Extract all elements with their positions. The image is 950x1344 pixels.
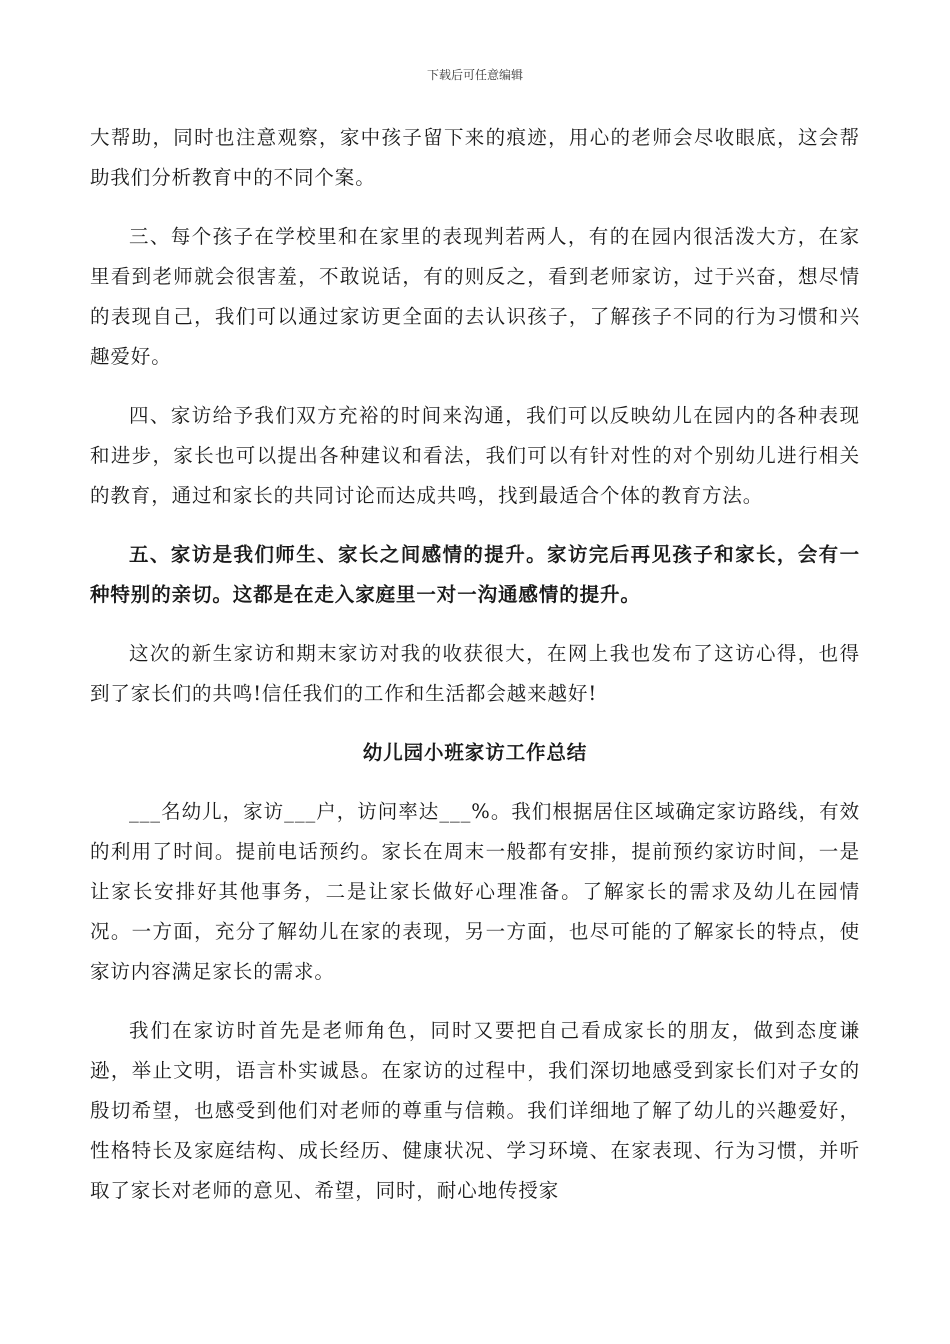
section-title: 幼儿园小班家访工作总结 [362,741,588,764]
paragraph-summary-body: 我们在家访时首先是老师角色，同时又要把自己看成家长的朋友，做到态度谦逊，举止文明，语言朴实诚恳。在家访的过程中，我们深切地感受到家长们对子女的殷切希望，也感受到他们对老师的尊重与信赖。我们详细地了解了幼儿的兴趣爱好，性格特长及家庭结构、成长经历、健康状况、学习环境、在家表现、行为习惯，并听取了家长对老师的意见、希望，同时，耐心地传授家 [90,1019,860,1202]
paragraph-point-four: 四、家访给予我们双方充裕的时间来沟通，我们可以反映幼儿在园内的各种表现和进步，家长也可以提出各种建议和看法，我们可以有针对性的对个别幼儿进行相关的教育，通过和家长的共同讨论而达成共鸣，找到最适合个体的教育方法。 [90,404,860,507]
paragraph-summary-intro: ___名幼儿，家访___户，访问率达___%。我们根据居住区域确定家访路线，有效的利用了时间。提前电话预约。家长在周末一般都有安排，提前预约家访时间，一是让家长安排好其他事务，二是让家长做好心理准备。了解家长的需求及幼儿在园情况。一方面，充分了解幼儿在家的表现，另一方面，也尽可能的了解家长的特点，使家访内容满足家长的需求。 [90,800,860,983]
document-body [90,118,860,1211]
paragraph-conclusion: 这次的新生家访和期末家访对我的收获很大，在网上我也发布了这访心得，也得到了家长们的共鸣!信任我们的工作和生活都会越来越好! [90,642,860,705]
paragraph-point-five: 五、家访是我们师生、家长之间感情的提升。家访完后再见孩子和家长，会有一种特别的亲切。这都是在走入家庭里一对一沟通感情的提升。 [90,543,860,606]
paragraph-continuation: 大帮助，同时也注意观察，家中孩子留下来的痕迹，用心的老师会尽收眼底，这会帮助我们分析教育中的不同个案。 [90,126,860,189]
paragraph-point-three: 三、每个孩子在学校里和在家里的表现判若两人，有的在园内很活泼大方，在家里看到老师就会很害羞，不敢说话，有的则反之，看到老师家访，过于兴奋，想尽情的表现自己，我们可以通过家访更全面的去认识孩子，了解孩子不同的行为习惯和兴趣爱好。 [90,225,860,368]
header-note: 下载后可任意编辑 [426,68,523,82]
